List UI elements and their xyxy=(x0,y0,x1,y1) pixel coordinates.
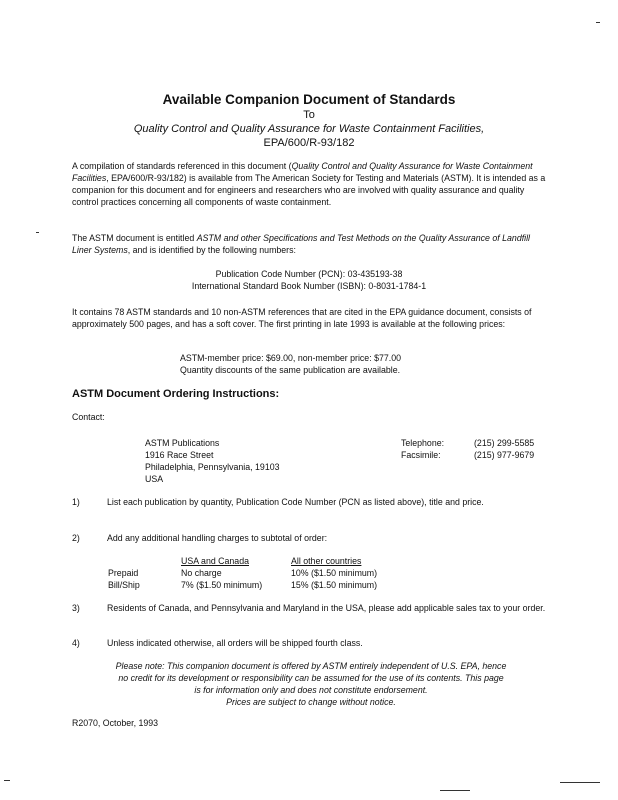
facsimile-label: Facsimile: xyxy=(401,450,441,460)
charges-other-value: 10% ($1.50 minimum) xyxy=(291,568,378,578)
price-block xyxy=(180,352,401,376)
contact-label: Contact: xyxy=(72,412,105,422)
document-number: EPA/600/R-93/182 xyxy=(263,137,355,149)
isbn-line: International Standard Book Number (ISBN): 0-8031-1784-1 xyxy=(191,281,427,291)
charges-header-empty xyxy=(108,555,181,567)
instruction-text: Add any additional handling charges to subtotal of order: xyxy=(107,533,328,543)
instruction-number: 4) xyxy=(72,638,80,648)
address-line: Philadelphia, Pennsylvania, 19103 xyxy=(145,462,280,472)
note-line: is for information only and does not constitute endorsement. xyxy=(194,685,428,695)
document-title: Available Companion Document of Standards xyxy=(162,92,456,107)
identifier-block xyxy=(0,268,618,292)
facsimile-value: (215) 977-9679 xyxy=(474,450,535,460)
instruction-number: 3) xyxy=(72,603,80,613)
charges-header-other: All other countries xyxy=(291,556,362,566)
telephone-value: (215) 299-5585 xyxy=(474,438,535,448)
entitled-text-c: , and is identified by the following numbers: xyxy=(127,245,296,255)
facsimile-row xyxy=(401,449,534,461)
address-block xyxy=(145,437,280,485)
entitled-text-title: ASTM and other Specifications and Test Methods on the Quality Assurance of Landfill Liner Systems xyxy=(72,233,531,255)
note-line: Prices are subject to change without notice. xyxy=(226,697,396,707)
telephone-label: Telephone: xyxy=(401,438,445,448)
document-code: R2070, October, 1993 xyxy=(72,718,159,728)
intro-text-title: Quality Control and Quality Assurance for Waste Containment Facilities xyxy=(72,161,533,183)
intro-text-a: A compilation of standards referenced in this document ( xyxy=(72,161,292,171)
instruction-text: List each publication by quantity, Publication Code Number (PCN as listed above), title and price. xyxy=(107,497,484,507)
charges-other-value: 15% ($1.50 minimum) xyxy=(291,580,378,590)
address-line: ASTM Publications xyxy=(145,438,220,448)
charges-row-label: Prepaid xyxy=(108,568,139,578)
instruction-item xyxy=(72,496,550,508)
address-line: USA xyxy=(145,474,164,484)
table-row xyxy=(108,567,421,579)
phone-block xyxy=(401,437,534,461)
scan-mark xyxy=(440,790,470,791)
contents-paragraph: It contains 78 ASTM standards and 10 non-ASTM references that are cited in the EPA guidance document, consists of approximately 500 pages, and has a soft cover. The first printing in late 1993 is available at the following prices: xyxy=(72,307,532,329)
instruction-text: Residents of Canada, and Pennsylvania and Maryland in the USA, please add applicable sales tax to your order. xyxy=(107,603,546,613)
charges-row-label: Bill/Ship xyxy=(108,580,140,590)
charges-usa-value: No charge xyxy=(181,568,222,578)
charges-header-usa: USA and Canada xyxy=(181,556,249,566)
scan-mark xyxy=(4,780,10,781)
disclaimer-note xyxy=(72,660,550,708)
telephone-row xyxy=(401,437,534,449)
ordering-heading: ASTM Document Ordering Instructions: xyxy=(72,388,280,400)
intro-text-c: , EPA/600/R-93/182) is available from The American Society for Testing and Materials (ASTM). It is intended as a companion for this document and for engineers and researchers who are involved with quality assurance and quality control practices concerning all components of waste containment. xyxy=(72,173,546,207)
note-line: Please note: This companion document is offered by ASTM entirely independent of U.S. EPA, hence xyxy=(115,661,507,671)
instruction-item xyxy=(72,532,550,544)
scan-mark xyxy=(596,22,600,23)
instruction-text: Unless indicated otherwise, all orders will be shipped fourth class. xyxy=(107,638,363,648)
pcn-line: Publication Code Number (PCN): 03-435193-38 xyxy=(215,269,403,279)
instruction-number: 1) xyxy=(72,497,80,507)
intro-paragraph xyxy=(72,160,550,208)
instruction-number: 2) xyxy=(72,533,80,543)
entitled-text-a: The ASTM document is entitled xyxy=(72,233,197,243)
address-line: 1916 Race Street xyxy=(145,450,214,460)
discount-line: Quantity discounts of the same publication are available. xyxy=(180,365,401,375)
price-line: ASTM-member price: $69.00, non-member price: $77.00 xyxy=(180,353,401,363)
note-line: no credit for its development or responsibility can be assumed for the use of its contents. This page xyxy=(118,673,504,683)
charges-header-row xyxy=(108,555,421,567)
document-subtitle: Quality Control and Quality Assurance for Waste Containment Facilities, xyxy=(133,123,485,135)
entitled-paragraph xyxy=(72,232,550,256)
instruction-item xyxy=(72,602,550,614)
scan-mark xyxy=(36,232,39,233)
title-to: To xyxy=(303,109,315,121)
scan-mark xyxy=(560,782,600,783)
instruction-item xyxy=(72,637,550,649)
charges-usa-value: 7% ($1.50 minimum) xyxy=(181,580,263,590)
handling-charges-table xyxy=(108,555,421,591)
table-row xyxy=(108,579,421,591)
